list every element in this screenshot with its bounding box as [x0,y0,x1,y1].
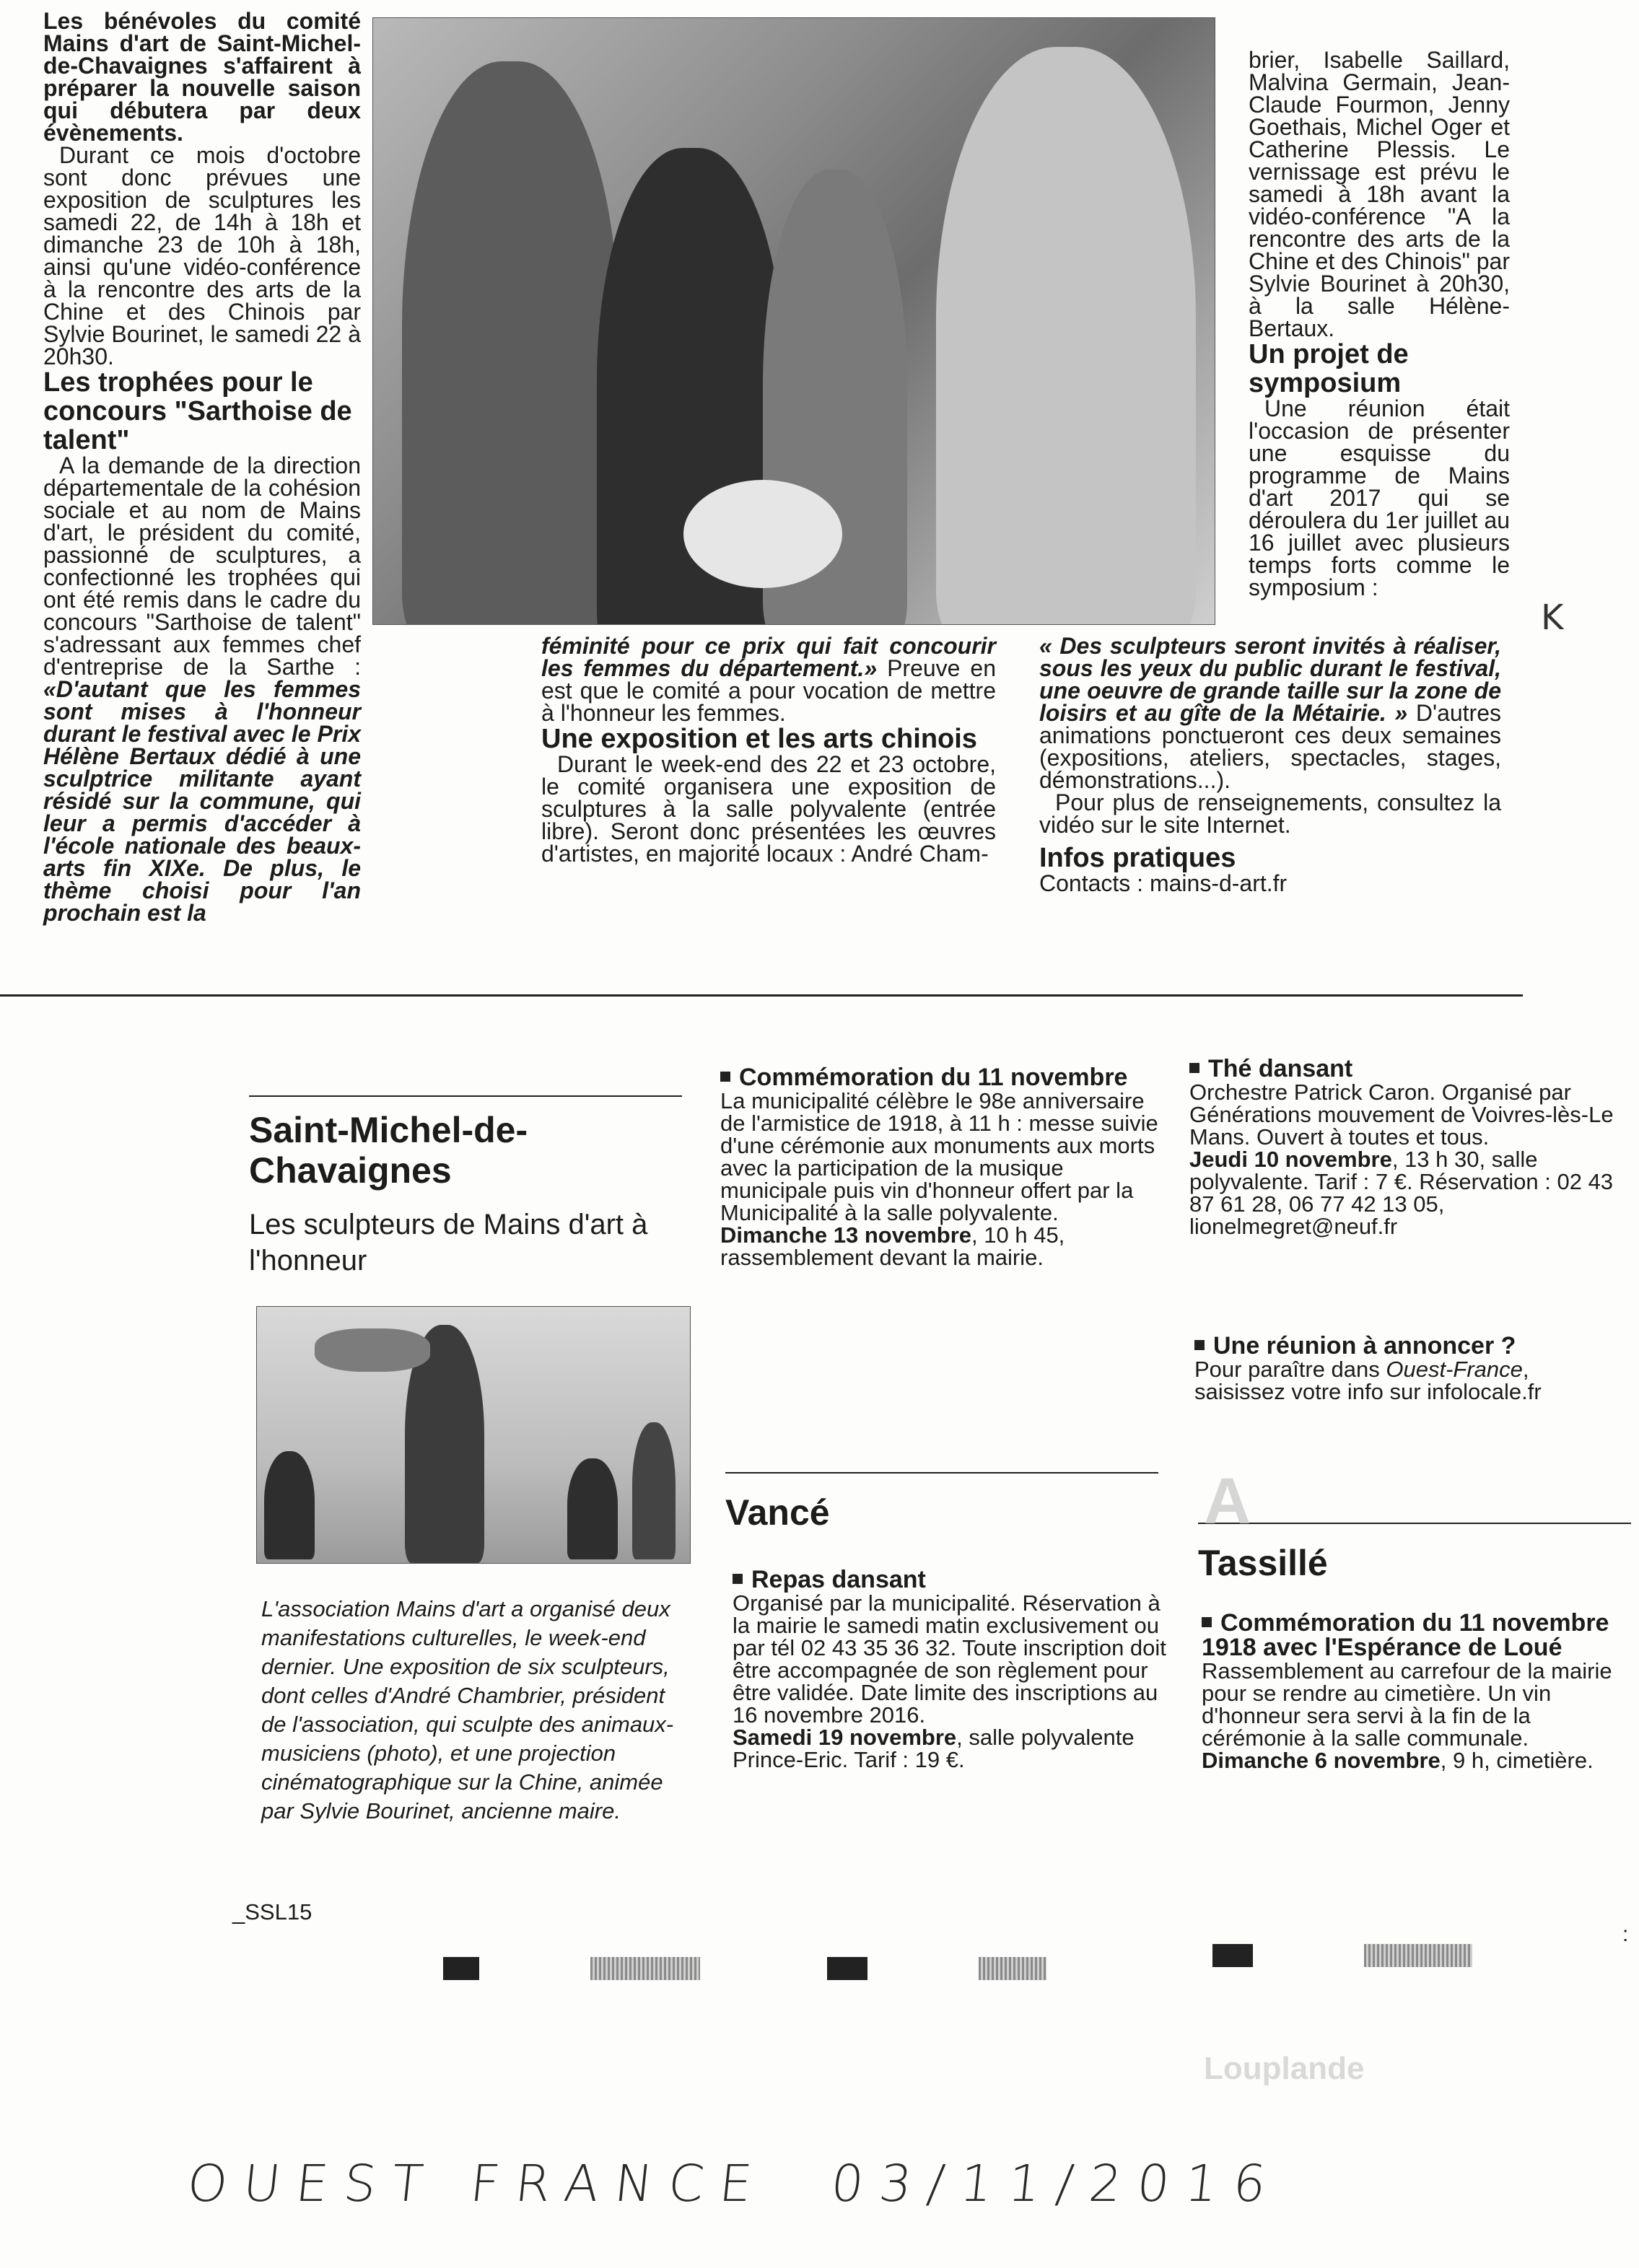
bleed-through-letter: A [1204,1466,1251,1538]
brief-body: Orchestre Patrick Caron. Organisé par Générations mouvement de Voivres-lès-Le Mans. Ouvert à toutes et tous. [1189,1080,1614,1150]
brief-body: La municipalité célèbre le 98e anniversaire de l'armistice de 1918, à 11 h : messe suivie d'une cérémonie aux monuments aux morts avec la participation de la musique municipale puis vin d'honneur offert par la Municipalité à la salle polyvalente. [720,1088,1158,1225]
article-column-3b [1039,635,1501,895]
article-paragraph: Pour plus de renseignements, consultez la vidéo sur le site Internet. [1039,789,1501,838]
bullet-square-icon [1202,1617,1212,1627]
article-paragraph: féminité pour ce prix qui fait concourir les femmes du département.» Preuve en est que le comité a pour vocation de mettre à l'honneur les femmes. [541,633,997,726]
brief-the-dansant [1189,1056,1622,1238]
brief-repas-dansant [733,1567,1173,1771]
registration-mark [443,1957,479,1980]
bullet-square-icon [1194,1340,1205,1350]
article-lede: Les bénévoles du comité Mains d'art de Saint-Michel-de-Chavaignes s'affairent à préparer la nouvelle saison qui débutera par deux évènements. [43,8,361,146]
photo-caption: L'association Mains d'art a organisé deux manifestations culturelles, le week-end dernier. Une exposition de six sculpteurs, dont celles d'André Chambrier, président de l'association, qui sculpte des animaux-musiciens (photo), et une projection cinématographique sur la Chine, animée par Sylvie Bourinet, ancienne maire. [261,1596,674,1823]
brief-title: Repas dansant [751,1566,926,1593]
article-paragraph: Durant le week-end des 22 et 23 octobre, le comité organisera une exposition de sculptures à la salle polyvalente (entrée libre). Seront donc présentées les œuvres d'artistes, en majorité locaux : André Cham- [541,751,996,867]
page-code: _SSL15 [232,1899,312,1925]
brief-body: Organisé par la municipalité. Réservation à la mairie le samedi matin exclusivement ou par tél 02 43 35 36 32. Toute inscription doit être accompagnée de son règlement pour être validée. Date limite des inscriptions au 16 novembre 2016. [733,1590,1166,1728]
brief-title: Commémoration du 11 novembre [739,1064,1128,1091]
brief-title: Une réunion à annoncer ? [1213,1332,1516,1360]
brief-date-line: Dimanche 13 novembre, 10 h 45, rassemblement devant la mairie. [720,1222,1065,1270]
article-quote: féminité pour ce prix qui fait concourir les femmes du département.» [541,633,996,681]
article-column-3 [1249,49,1510,599]
stray-colon: : [1622,1922,1629,1946]
story-headline: Les sculpteurs de Mains d'art à l'honneur [249,1209,648,1277]
brief-date-line: Samedi 19 novembre, salle polyvalente Prince-Eric. Tarif : 19 €. [733,1725,1135,1772]
brief-body: Rassemblement au carrefour de la mairie pour se rendre au cimetière. Un vin d'honneur sera servi à la fin de la cérémonie à la salle communale. [1202,1658,1612,1751]
bullet-square-icon [1189,1063,1199,1073]
brief-title: Commémoration du 11 novembre 1918 avec l'Espérance de Loué [1202,1609,1609,1661]
article-paragraph: Une réunion était l'occasion de présenter une esquisse du programme de Mains d'art 2017 qui se déroulera du 1er juillet au 16 juillet avec plusieurs temps forts comme le symposium : [1249,395,1510,600]
article-quote: « Des sculpteurs seront invités à réaliser, sous les yeux du public durant le festival, une oeuvre de grande taille sur la zone de loisirs et au gîte de la Métairie. » [1039,633,1501,726]
article-paragraph: brier, Isabelle Saillard, Malvina Germain, Jean-Claude Fourmon, Jenny Goethais, Michel Oger et Catherine Plessis. Le vernissage est prévu le samedi à 18h avant la vidéo-conférence "A la rencontre des arts de la Chine et des Chinois" par Sylvie Bourinet à 20h30, à la salle Hélène-Bertaux. [1249,47,1510,341]
article-subheading: Infos pratiques [1039,843,1236,873]
town-heading: Tassillé [1198,1543,1328,1583]
brief-tassille [1202,1611,1635,1772]
bleed-through-heading: Louplande [1204,2051,1365,2086]
registration-mark [590,1957,700,1980]
registration-mark [979,1957,1046,1980]
brief-commemoration [720,1065,1168,1269]
article-photo [372,17,1215,625]
brief-title: Thé dansant [1208,1055,1353,1082]
bullet-square-icon [733,1574,743,1584]
margin-mark: K [1541,597,1564,638]
article-quote: «D'autant que les femmes sont mises à l'honneur durant le festival avec le Prix Hélène Bertaux dédié à une sculptrice militante ayant résidé sur la commune, qui leur a permis d'accéder à l'école nationale des beaux-arts fin XIXe. De plus, le thème choisi pour l'an prochain est la [43,676,361,926]
brief-body: Pour paraître dans Ouest-France, saisissez votre info sur infolocale.fr [1194,1357,1542,1404]
section-divider [0,994,1523,997]
article-subheading: Un projet de symposium [1249,339,1409,398]
column-rule [249,1095,682,1097]
story-photo [256,1306,691,1564]
article-subheading: Une exposition et les arts chinois [541,724,977,754]
article-subheading: Les trophées pour le concours "Sarthoise de talent" [43,367,352,455]
bullet-square-icon [720,1072,730,1082]
article-column-1 [43,10,361,924]
column-rule [1198,1523,1631,1524]
town-heading: Vancé [725,1492,830,1533]
article-contacts: Contacts : mains-d-art.fr [1039,870,1288,896]
handwritten-source-note: OUEST FRANCE 03/11/2016 [184,2154,1285,2213]
article-column-2 [541,635,996,865]
article-paragraph: Durant ce mois d'octobre sont donc prévues une exposition de sculptures les samedi 22, de 14h à 18h et dimanche 23 de 10h à 18h, ainsi qu'une vidéo-conférence à la rencontre des arts de la Chine et des Chinois par Sylvie Bourinet, le samedi 22 à 20h30. [43,142,361,369]
brief-reunion [1194,1334,1620,1403]
registration-mark [1212,1944,1253,1967]
column-rule [725,1472,1158,1474]
registration-mark [827,1957,867,1980]
registration-mark [1364,1944,1472,1967]
brief-date-line: Jeudi 10 novembre, 13 h 30, salle polyvalente. Tarif : 7 €. Réservation : 02 43 87 61 28, 06 77 42 13 05, lionelmegret@neuf.fr [1189,1147,1614,1239]
town-heading: Saint-Michel-de-Chavaignes [249,1110,528,1191]
article-paragraph: A la demande de la direction départementale de la cohésion sociale et au nom de Mains d'art, le président du comité, passionné de sculptures, a confectionné les trophées qui ont été remis dans le cadre du concours "Sarthoise de talent" s'adressant aux femmes chef d'entreprise de la Sarthe : «D'autant que les femmes sont mises à l'honneur durant le festival avec le Prix Hélène Bertaux dédié à une sculptrice militante ayant résidé sur la commune, qui leur a permis d'accéder à l'école nationale des beaux-arts fin XIXe. De plus, le thème choisi pour l'an prochain est la [43,452,361,926]
article-paragraph: « Des sculpteurs seront invités à réaliser, sous les yeux du public durant le festival, une oeuvre de grande taille sur la zone de loisirs et au gîte de la Métairie. » D'autres animations ponctueront ces deux semaines (expositions, ateliers, spectacles, stages, démonstrations...). [1039,633,1502,793]
brief-date-line: Dimanche 6 novembre, 9 h, cimetière. [1202,1748,1594,1773]
